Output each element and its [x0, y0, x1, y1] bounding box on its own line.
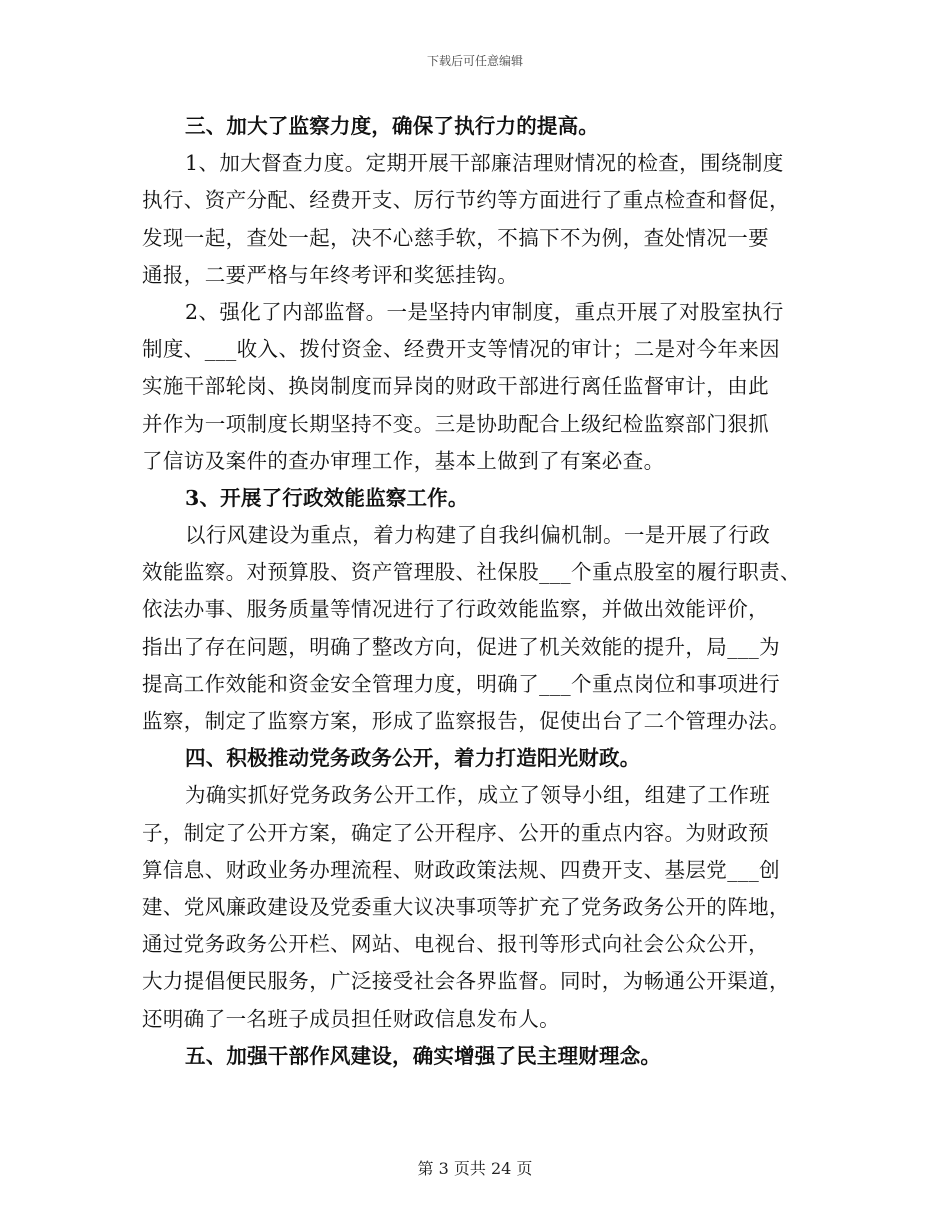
- page-number: 第 3 页共 24 页: [417, 1159, 533, 1178]
- subsection-heading: 3、开展了行政效能监察工作。: [185, 485, 469, 510]
- paragraph-line: 实施干部轮岗、换岗制度而异岗的财政干部进行离任监督审计，由此: [142, 374, 769, 399]
- paragraph-line: 执行、资产分配、经费开支、厉行节约等方面进行了重点检查和督促，: [142, 188, 790, 213]
- paragraph-line: 建、党风廉政建设及党委重大议决事项等扩充了党务政务公开的阵地，: [142, 894, 790, 919]
- paragraph-line: 大力提倡便民服务，广泛接受社会各界监督。同时，为畅通公开渠道，: [142, 969, 790, 994]
- paragraph-line: 2、强化了内部监督。一是坚持内审制度，重点开展了对股室执行: [185, 299, 784, 324]
- paragraph-line: 1、加大督查力度。定期开展干部廉洁理财情况的检查，围绕制度: [185, 151, 784, 176]
- section-heading-4: 四、积极推动党务政务公开，着力打造阳光财政。: [185, 746, 641, 771]
- page-header: 下载后可任意编辑: [426, 54, 523, 68]
- paragraph-line: 通报，二要严格与年终考评和奖惩挂钩。: [142, 262, 519, 287]
- paragraph-line: 通过党务政务公开栏、网站、电视台、报刊等形式向社会公众公开，: [142, 932, 769, 957]
- paragraph-line: 发现一起，查处一起，决不心慈手软，不搞下不为例，查处情况一要: [142, 225, 769, 250]
- section-heading-3: 三、加大了监察力度，确保了执行力的提高。: [185, 114, 599, 138]
- document-body: [142, 108, 812, 1075]
- paragraph-line: 提高工作效能和资金安全管理力度，明确了___个重点岗位和事项进行: [142, 671, 781, 696]
- paragraph-line: 为确实抓好党务政务公开工作，成立了领导小组，组建了工作班: [185, 783, 771, 808]
- paragraph-line: 了信访及案件的查办审理工作，基本上做到了有案必查。: [142, 448, 665, 473]
- paragraph-line: 指出了存在问题，明确了整改方向，促进了机关效能的提升，局___为: [142, 634, 781, 659]
- paragraph-line: 以行风建设为重点，着力构建了自我纠偏机制。一是开展了行政: [185, 523, 771, 548]
- paragraph-line: 并作为一项制度长期坚持不变。三是协助配合上级纪检监察部门狠抓: [142, 411, 769, 436]
- paragraph-line: 还明确了一名班子成员担任财政信息发布人。: [142, 1006, 560, 1031]
- paragraph-line: 算信息、财政业务办理流程、财政政策法规、四费开支、基层党___创: [142, 857, 781, 882]
- paragraph-line: 制度、___收入、拨付资金、经费开支等情况的审计；二是对今年来因: [142, 337, 781, 362]
- paragraph-line: 效能监察。对预算股、资产管理股、社保股___个重点股室的履行职责、: [142, 560, 801, 585]
- paragraph-line: 依法办事、服务质量等情况进行了行政效能监察，并做出效能评价，: [142, 597, 769, 622]
- paragraph-line: 子，制定了公开方案，确定了公开程序、公开的重点内容。为财政预: [142, 820, 769, 845]
- paragraph-line: 监察，制定了监察方案，形成了监察报告，促使出台了二个管理办法。: [142, 709, 790, 733]
- section-heading-5: 五、加强干部作风建设，确实增强了民主理财理念。: [185, 1043, 662, 1068]
